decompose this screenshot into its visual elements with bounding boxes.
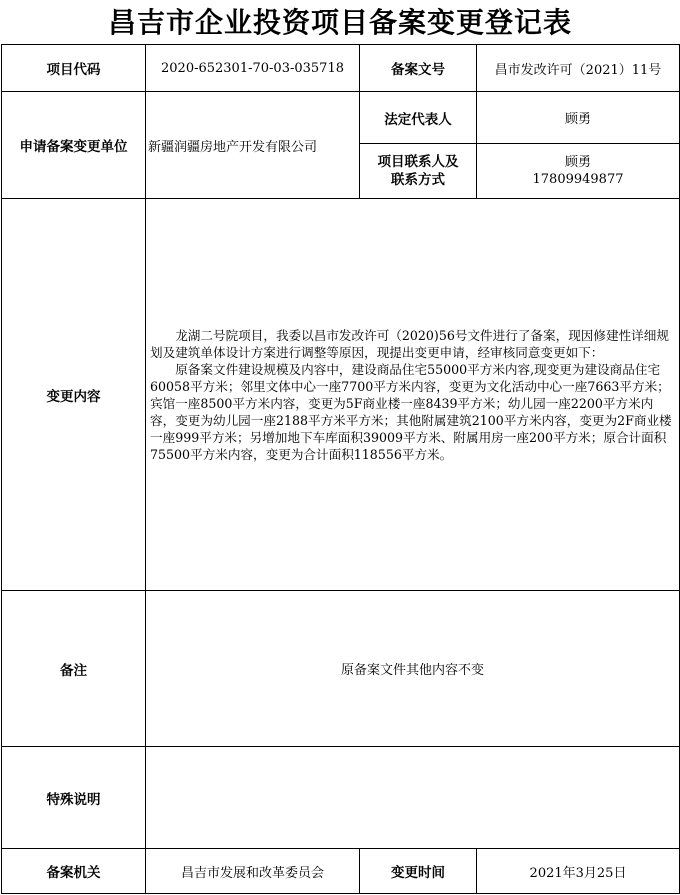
- value-project-code: 2020-652301-70-03-035718: [146, 45, 360, 92]
- row-special: [2, 747, 680, 849]
- change-paragraph-1: 龙湖二号院项目，我委以昌市发改许可（2020)56号文件进行了备案，现因修建性详细规划及建筑单体设计方案进行调整等原因，现提出变更申请，经审核同意变更如下：: [150, 327, 669, 360]
- row-legal-rep: [2, 92, 680, 144]
- value-authority: 昌吉市发展和改革委员会: [146, 849, 360, 894]
- value-applicant: 新疆润疆房地产开发有限公司: [146, 92, 360, 199]
- value-change-time: 2021年3月25日: [477, 849, 680, 894]
- value-legal-rep: 顾勇: [477, 92, 680, 144]
- label-remarks: 备注: [2, 591, 146, 747]
- label-legal-rep: 法定代表人: [360, 92, 477, 144]
- row-remarks: [2, 591, 680, 747]
- row-change-content: [2, 199, 680, 591]
- label-contact: [360, 144, 477, 199]
- label-authority: 备案机关: [2, 849, 146, 894]
- label-special: 特殊说明: [2, 747, 146, 849]
- contact-name: 顾勇: [564, 155, 591, 170]
- value-remarks: 原备案文件其他内容不变: [146, 591, 680, 747]
- row-project-code: [2, 45, 680, 92]
- value-special: [146, 747, 680, 849]
- change-paragraph-2: 原备案文件建设规模及内容中，建设商品住宅55000平方米内容,现变更为建设商品住宅60058平方米；邻里文体中心一座7700平方米内容，变更为文化活动中心一座7663平方米；宾馆一座8500平方米内容，变更为5F商业楼一座8439平方米；幼儿园一座2200平方米内容，变更为幼儿园一座2188平方米平方米；其他附属建筑2100平方米内容，变更为2F商业楼一座999平方米；另增加地下车库面积39009平方米、附属用房一座200平方米；原合计面积75500平方米内容，变更为合计面积118556平方米。: [150, 361, 672, 462]
- contact-phone: 17809949877: [532, 172, 624, 187]
- value-filing-no: 昌市发改许可（2021）11号: [477, 45, 680, 92]
- label-contact-text: 项目联系人及联系方式: [377, 154, 459, 188]
- value-change-content: [146, 199, 680, 591]
- label-applicant: 申请备案变更单位: [2, 92, 146, 199]
- label-change-content: 变更内容: [2, 199, 146, 591]
- row-authority: [2, 849, 680, 894]
- registration-table: [1, 44, 680, 894]
- value-contact: [477, 144, 680, 199]
- label-project-code: 项目代码: [2, 45, 146, 92]
- label-change-time: 变更时间: [360, 849, 477, 894]
- label-filing-no: 备案文号: [360, 45, 477, 92]
- form-title: 昌吉市企业投资项目备案变更登记表: [107, 6, 572, 39]
